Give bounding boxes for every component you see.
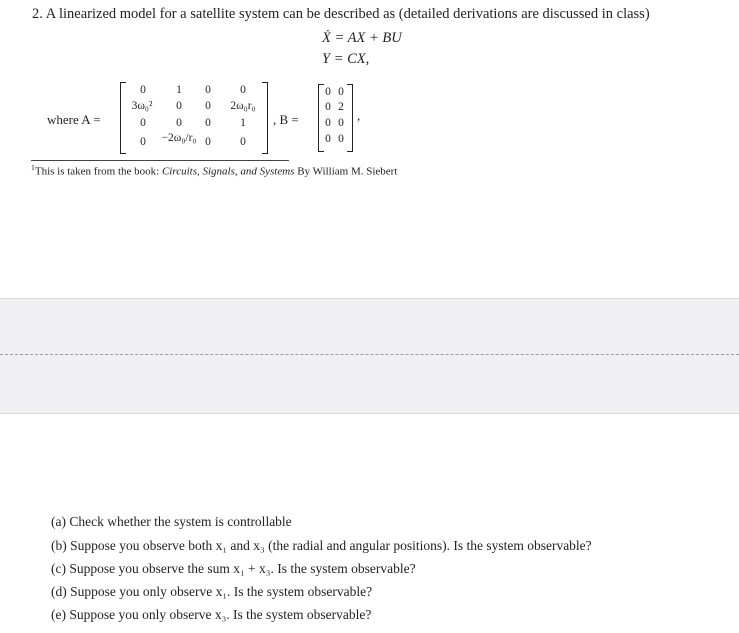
footnote-rule bbox=[31, 160, 289, 161]
matrix-b-cell: 0 bbox=[325, 117, 331, 129]
matrix-b-cell: 0 bbox=[338, 133, 344, 145]
footnote-text: This is taken from the book: bbox=[34, 165, 162, 178]
matrix-b-cell: 0 bbox=[325, 101, 331, 113]
b-label: , B = bbox=[273, 112, 299, 127]
where-a-label: where A = bbox=[47, 112, 101, 127]
matrix-a-cell: 0 bbox=[205, 117, 211, 129]
trailing-comma: , bbox=[357, 108, 361, 123]
question-a: (a) Check whether the system is controllable bbox=[51, 514, 292, 529]
matrix-a-cell: 0 bbox=[240, 84, 246, 96]
question-e: (e) Suppose you only observe x₃. Is the system observable? bbox=[51, 607, 372, 622]
question-b: (b) Suppose you observe both x₁ and x₃ (the radial and angular positions). Is the system observable? bbox=[51, 538, 592, 553]
question-c: (c) Suppose you observe the sum x₁ + x₃. Is the system observable? bbox=[51, 561, 416, 576]
problem-header: 2. A linearized model for a satellite system can be described as (detailed derivations are discussed in class) bbox=[32, 6, 650, 22]
matrix-b-cell: 0 bbox=[325, 86, 331, 98]
footnote-author: By William M. Siebert bbox=[294, 165, 398, 178]
matrix-a-cell: 0 bbox=[176, 117, 182, 129]
matrix-a-cell: 0 bbox=[176, 100, 182, 112]
matrix-a-cell: 0 bbox=[140, 136, 146, 148]
matrix-b-cell: 2 bbox=[338, 101, 344, 113]
matrix-a-cell: 0 bbox=[140, 84, 146, 96]
matrix-b-cell: 0 bbox=[325, 133, 331, 145]
matrix-a-cell: 3ω₀² bbox=[131, 100, 153, 112]
footnote-book-title: Circuits, Signals, and Systems bbox=[161, 165, 295, 178]
matrix-a-cell: 1 bbox=[176, 84, 182, 96]
matrix-a-cell: −2ω₀/r₀ bbox=[161, 132, 197, 144]
matrix-b-right-bracket bbox=[347, 84, 353, 152]
matrix-a-right-bracket bbox=[262, 82, 268, 154]
matrix-a-left-bracket bbox=[120, 82, 126, 154]
matrix-a-cell: 0 bbox=[140, 117, 146, 129]
matrix-a-cell: 0 bbox=[205, 84, 211, 96]
matrix-a-cell: 0 bbox=[240, 136, 246, 148]
matrix-b-cell: 0 bbox=[338, 86, 344, 98]
matrix-a-cell: 0 bbox=[205, 100, 211, 112]
state-equation: Ẋ = AX + BU bbox=[322, 30, 402, 46]
footnote bbox=[31, 163, 397, 178]
page-break-band bbox=[0, 298, 739, 414]
output-equation: Y = CX, bbox=[322, 51, 370, 67]
matrix-a-cell: 1 bbox=[240, 117, 246, 129]
matrix-a-cell: 0 bbox=[205, 136, 211, 148]
matrix-a-cell: 2ω₀r₀ bbox=[230, 100, 256, 112]
question-d: (d) Suppose you only observe x₁. Is the system observable? bbox=[51, 584, 373, 599]
page-break-dashed-line bbox=[0, 354, 739, 355]
matrix-b-cell: 0 bbox=[338, 117, 344, 129]
footnote-marker: 1 bbox=[31, 163, 35, 172]
